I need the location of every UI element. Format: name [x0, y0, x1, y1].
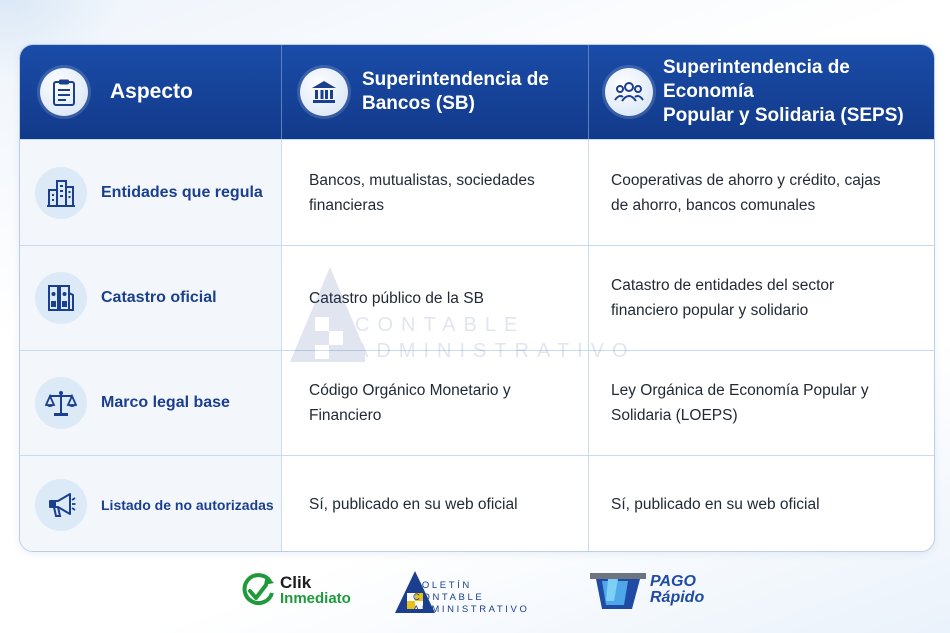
row-aspect-cell — [20, 246, 281, 350]
table-row — [20, 455, 935, 552]
people-group-icon — [605, 68, 653, 116]
boletin-line2: CONTABLE — [413, 592, 485, 603]
boletin-line3: ADMINISTRATIVO — [413, 604, 530, 615]
card-slot-icon — [588, 571, 648, 611]
header-seps-label — [663, 56, 935, 128]
row-seps-text — [611, 378, 869, 428]
comparison-table — [19, 44, 935, 552]
header-aspect-label: Aspecto — [110, 80, 193, 103]
pago-word1: PAGO — [650, 573, 696, 590]
header-seps-line1: Superintendencia de Economía — [663, 57, 850, 102]
table-row — [20, 350, 935, 455]
scales-icon — [35, 377, 87, 429]
text-line: Catastro de entidades del sector — [611, 277, 835, 294]
clipboard-icon — [40, 68, 88, 116]
text-line: Ley Orgánica de Economía Popular y — [611, 382, 869, 399]
text-line: Código Orgánico Monetario y — [309, 382, 511, 399]
text-line: financiero popular y solidario — [611, 302, 809, 319]
header-sb — [281, 45, 588, 139]
row-sb-text — [309, 378, 511, 428]
header-seps — [588, 45, 935, 139]
row-seps-cell — [588, 246, 935, 350]
row-sb-cell — [281, 351, 588, 455]
row-sb-cell — [281, 246, 588, 350]
text-line: Bancos, mutualistas, sociedades — [309, 171, 535, 189]
text-line: Financiero — [309, 407, 382, 424]
row-seps-text — [611, 168, 881, 218]
row-seps-text — [611, 492, 820, 517]
header-sb-line2: Bancos (SB) — [362, 93, 475, 114]
row-seps-text — [611, 273, 834, 323]
row-aspect-cell — [20, 351, 281, 455]
text-line: Sí, publicado en su web oficial — [611, 496, 820, 513]
clik-logo-word1: Clik — [280, 573, 312, 592]
text-line: financieras — [309, 196, 384, 214]
boletin-logo-text — [413, 580, 529, 616]
row-sb-text — [309, 286, 484, 311]
header-aspect — [20, 45, 281, 139]
clik-logo-word2: Inmediato — [280, 590, 351, 607]
row-seps-cell — [588, 140, 935, 245]
bank-icon — [300, 68, 348, 116]
row-label: Entidades que regula — [101, 183, 263, 201]
boletin-contable-logo — [393, 569, 530, 620]
pago-logo-text — [650, 574, 704, 606]
table-row — [20, 245, 935, 350]
binders-icon — [35, 272, 87, 324]
text-line: de ahorro, bancos comunales — [611, 196, 816, 214]
row-aspect-cell — [20, 456, 281, 552]
pago-rapido-logo — [588, 571, 705, 616]
footer-logos — [0, 565, 950, 625]
row-seps-cell — [588, 456, 935, 552]
text-line: Solidaria (LOEPS) — [611, 407, 738, 424]
header-seps-line2: Popular y Solidaria (SEPS) — [663, 105, 904, 126]
header-sb-line1: Superintendencia de — [362, 69, 549, 90]
text-line: Catastro público de la SB — [309, 289, 484, 307]
row-sb-text — [309, 168, 535, 218]
row-label: Catastro oficial — [101, 289, 217, 306]
buildings-icon — [35, 167, 87, 219]
table-header — [20, 45, 935, 139]
boletin-line1: BOLETÍN — [413, 580, 472, 591]
pago-word2: Rápido — [650, 589, 705, 606]
clik-inmediato-logo — [240, 571, 351, 611]
megaphone-icon — [35, 479, 87, 531]
row-sb-cell — [281, 140, 588, 245]
row-sb-cell — [281, 456, 588, 552]
clik-logo-text — [280, 575, 351, 607]
row-sb-text — [309, 492, 518, 517]
row-aspect-cell — [20, 140, 281, 245]
row-seps-cell — [588, 351, 935, 455]
text-line: Sí, publicado en su web oficial — [309, 496, 518, 513]
refresh-check-icon — [240, 571, 276, 611]
header-sb-label — [362, 68, 549, 116]
table-row — [20, 139, 935, 245]
row-label: Listado de no autorizadas — [101, 496, 274, 513]
text-line: Cooperativas de ahorro y crédito, cajas — [611, 171, 881, 189]
row-label: Marco legal base — [101, 394, 230, 411]
